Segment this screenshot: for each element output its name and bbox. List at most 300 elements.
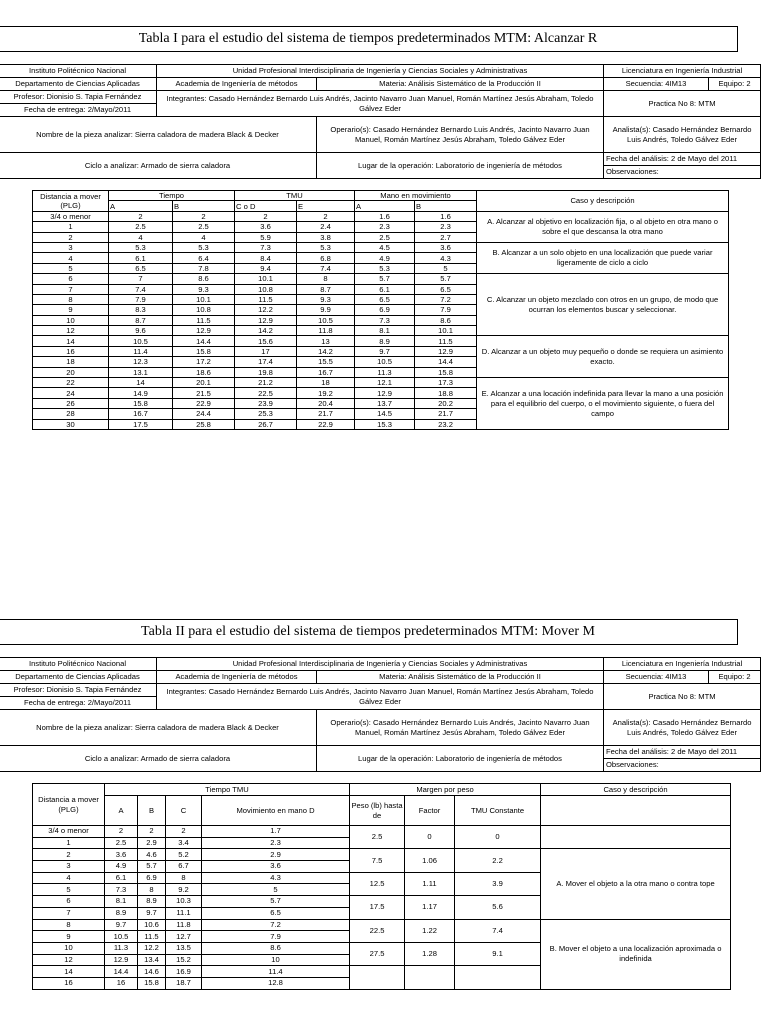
analysts: Analista(s): Casado Hernández Bernardo Luis Andrés, Toledo Gálvez Eder bbox=[604, 117, 761, 153]
value-cell: 5.7 bbox=[415, 274, 477, 284]
weight-cell: 22.5 bbox=[350, 919, 405, 942]
distance-cell: 5 bbox=[33, 263, 109, 273]
value-cell: 2.5 bbox=[173, 222, 235, 232]
value-cell: 6.9 bbox=[355, 305, 415, 315]
value-cell: 7.9 bbox=[415, 305, 477, 315]
department: Departamento de Ciencias Aplicadas bbox=[0, 671, 157, 684]
value-cell: 2.3 bbox=[415, 222, 477, 232]
team: Equipo: 2 bbox=[709, 671, 761, 684]
value-cell: 10.5 bbox=[297, 315, 355, 325]
sub-hand-d: Movimiento en mano D bbox=[202, 796, 350, 826]
value-cell: 20.2 bbox=[415, 398, 477, 408]
value-cell: 12.2 bbox=[138, 942, 166, 954]
institution: Instituto Politécnico Nacional bbox=[0, 658, 157, 671]
value-cell: 2.5 bbox=[105, 837, 138, 849]
col-weight-margin: Margen por peso bbox=[350, 784, 541, 796]
value-cell: 7.9 bbox=[109, 294, 173, 304]
sub-e: E bbox=[297, 201, 355, 211]
value-cell: 2 bbox=[235, 211, 297, 221]
distance-cell: 4 bbox=[33, 253, 109, 263]
case-empty bbox=[541, 796, 731, 826]
members: Integrantes: Casado Hernández Bernardo Luis Andrés, Jacinto Navarro Juan Manuel, Román Martínez Jesús Abraham, Toledo Gálvez Eder bbox=[157, 684, 604, 710]
value-cell: 21.5 bbox=[173, 388, 235, 398]
sub-b: B bbox=[138, 796, 166, 826]
members: Integrantes: Casado Hernández Bernardo Luis Andrés, Jacinto Navarro Juan Manuel, Román Martínez Jesús Abraham, Toledo Gálvez Eder bbox=[157, 91, 604, 117]
institution: Instituto Politécnico Nacional bbox=[0, 65, 157, 78]
value-cell: 7.2 bbox=[415, 294, 477, 304]
value-cell: 12.8 bbox=[202, 977, 350, 989]
value-cell: 12.1 bbox=[355, 378, 415, 388]
sequence: Secuencia: 4IM13 bbox=[604, 671, 709, 684]
degree: Licenciatura en Ingeniería Industrial bbox=[604, 65, 761, 78]
value-cell: 20.1 bbox=[173, 378, 235, 388]
value-cell: 17.3 bbox=[415, 378, 477, 388]
value-cell: 1.6 bbox=[415, 211, 477, 221]
value-cell: 18.6 bbox=[173, 367, 235, 377]
value-cell: 14.9 bbox=[109, 388, 173, 398]
distance-cell: 3/4 o menor bbox=[33, 826, 105, 838]
value-cell: 4.3 bbox=[415, 253, 477, 263]
value-cell: 3.6 bbox=[235, 222, 297, 232]
value-cell: 19.2 bbox=[297, 388, 355, 398]
value-cell: 22.9 bbox=[173, 398, 235, 408]
value-cell: 3.6 bbox=[202, 861, 350, 873]
value-cell: 15.5 bbox=[297, 357, 355, 367]
operation-place: Lugar de la operación: Laboratorio de ingeniería de métodos bbox=[317, 153, 604, 179]
value-cell: 2.3 bbox=[355, 222, 415, 232]
sub-factor: Factor bbox=[405, 796, 455, 826]
value-cell: 11.4 bbox=[109, 346, 173, 356]
value-cell: 2 bbox=[297, 211, 355, 221]
sub-c-or-d: C o D bbox=[235, 201, 297, 211]
practice: Practica No 8: MTM bbox=[604, 91, 761, 117]
factor-cell: 0 bbox=[405, 826, 455, 849]
value-cell: 6.1 bbox=[109, 253, 173, 263]
value-cell: 8.6 bbox=[173, 274, 235, 284]
value-cell: 4.5 bbox=[355, 242, 415, 252]
value-cell: 6.1 bbox=[355, 284, 415, 294]
distance-cell: 3 bbox=[33, 861, 105, 873]
value-cell: 12.9 bbox=[235, 315, 297, 325]
operators: Operario(s): Casado Hernández Bernardo Luis Andrés, Jacinto Navarro Juan Manuel, Román Martínez Jesús Abraham, Toledo Gálvez Eder bbox=[317, 117, 604, 153]
value-cell: 9.4 bbox=[235, 263, 297, 273]
distance-cell: 14 bbox=[33, 966, 105, 978]
distance-cell: 16 bbox=[33, 977, 105, 989]
value-cell: 25.8 bbox=[173, 419, 235, 429]
value-cell: 3.6 bbox=[105, 849, 138, 861]
value-cell: 6.4 bbox=[173, 253, 235, 263]
weight-cell: 7.5 bbox=[350, 849, 405, 872]
value-cell: 10.1 bbox=[235, 274, 297, 284]
value-cell: 11.1 bbox=[166, 907, 202, 919]
weight-cell: 27.5 bbox=[350, 942, 405, 965]
value-cell: 7.8 bbox=[173, 263, 235, 273]
value-cell: 8.1 bbox=[105, 896, 138, 908]
value-cell: 4 bbox=[173, 232, 235, 242]
value-cell: 5.7 bbox=[202, 896, 350, 908]
value-cell: 14.4 bbox=[173, 336, 235, 346]
sub-a: A bbox=[105, 796, 138, 826]
distance-cell: 6 bbox=[33, 896, 105, 908]
value-cell: 9.7 bbox=[105, 919, 138, 931]
professor: Profesor: Dionisio S. Tapia Fernández bbox=[0, 91, 157, 104]
constant-cell: 7.4 bbox=[455, 919, 541, 942]
operators: Operario(s): Casado Hernández Bernardo Luis Andrés, Jacinto Navarro Juan Manuel, Román Martínez Jesús Abraham, Toledo Gálvez Eder bbox=[317, 710, 604, 746]
value-cell: 11.3 bbox=[355, 367, 415, 377]
value-cell: 23.2 bbox=[415, 419, 477, 429]
value-cell: 4.6 bbox=[138, 849, 166, 861]
value-cell: 5.2 bbox=[166, 849, 202, 861]
constant-cell: 5.6 bbox=[455, 896, 541, 919]
distance-cell: 7 bbox=[33, 907, 105, 919]
value-cell: 3.6 bbox=[415, 242, 477, 252]
value-cell: 2.9 bbox=[138, 837, 166, 849]
value-cell: 8 bbox=[297, 274, 355, 284]
value-cell: 4.3 bbox=[202, 872, 350, 884]
value-cell: 5 bbox=[415, 263, 477, 273]
value-cell: 2.9 bbox=[202, 849, 350, 861]
table2-data bbox=[32, 783, 731, 990]
distance-cell: 3/4 o menor bbox=[33, 211, 109, 221]
value-cell: 3.4 bbox=[166, 837, 202, 849]
distance-cell: 16 bbox=[33, 346, 109, 356]
value-cell: 14.2 bbox=[297, 346, 355, 356]
delivery-date: Fecha de entrega: 2/Mayo/2011 bbox=[0, 104, 157, 117]
value-cell: 25.3 bbox=[235, 409, 297, 419]
distance-cell: 22 bbox=[33, 378, 109, 388]
value-cell: 6.5 bbox=[415, 284, 477, 294]
weight-cell: 2.5 bbox=[350, 826, 405, 849]
distance-cell: 18 bbox=[33, 357, 109, 367]
value-cell: 6.1 bbox=[105, 872, 138, 884]
value-cell: 15.2 bbox=[166, 954, 202, 966]
value-cell: 13.7 bbox=[355, 398, 415, 408]
value-cell: 2 bbox=[166, 826, 202, 838]
value-cell: 11.5 bbox=[138, 931, 166, 943]
col-time-tmu: Tiempo TMU bbox=[105, 784, 350, 796]
sub-b: B bbox=[173, 201, 235, 211]
value-cell: 17.2 bbox=[173, 357, 235, 367]
factor-cell: 1.06 bbox=[405, 849, 455, 872]
value-cell: 2.5 bbox=[355, 232, 415, 242]
value-cell: 1.6 bbox=[355, 211, 415, 221]
value-cell: 5.7 bbox=[355, 274, 415, 284]
cycle: Ciclo a analizar: Armado de sierra caladora bbox=[0, 153, 317, 179]
case-description: E. Alcanzar a una locación indefinida para llevar la mano a una posición para el equilibrio del cuerpo, o el movimiento siguiente, o fuera del campo bbox=[477, 378, 729, 430]
case-description: B. Alcanzar a un solo objeto en una localización que puede variar ligeramente de ciclo a ciclo bbox=[477, 242, 729, 273]
unit-name: Unidad Profesional Interdisciplinaria de Ingeniería y Ciencias Sociales y Administrativas bbox=[157, 658, 604, 671]
factor-cell: 1.28 bbox=[405, 942, 455, 965]
value-cell: 7 bbox=[109, 274, 173, 284]
value-cell: 2.3 bbox=[202, 837, 350, 849]
value-cell: 5.7 bbox=[138, 861, 166, 873]
academy: Academia de Ingeniería de métodos bbox=[157, 78, 317, 91]
sub-constant: TMU Constante bbox=[455, 796, 541, 826]
value-cell: 18.7 bbox=[166, 977, 202, 989]
sub-hand-a: A bbox=[355, 201, 415, 211]
value-cell: 10.6 bbox=[138, 919, 166, 931]
value-cell: 12.9 bbox=[105, 954, 138, 966]
value-cell: 2 bbox=[105, 826, 138, 838]
table-row bbox=[33, 242, 729, 252]
practice: Practica No 8: MTM bbox=[604, 684, 761, 710]
value-cell: 8.6 bbox=[415, 315, 477, 325]
distance-cell: 8 bbox=[33, 919, 105, 931]
factor-cell: 1.11 bbox=[405, 872, 455, 895]
value-cell: 5.9 bbox=[235, 232, 297, 242]
value-cell: 14.6 bbox=[138, 966, 166, 978]
value-cell: 6.5 bbox=[355, 294, 415, 304]
value-cell: 5.3 bbox=[297, 242, 355, 252]
subject: Materia: Análisis Sistemático de la Producción II bbox=[317, 78, 604, 91]
value-cell: 15.8 bbox=[109, 398, 173, 408]
subject: Materia: Análisis Sistemático de la Producción II bbox=[317, 671, 604, 684]
value-cell: 22.5 bbox=[235, 388, 297, 398]
distance-cell: 6 bbox=[33, 274, 109, 284]
degree: Licenciatura en Ingeniería Industrial bbox=[604, 658, 761, 671]
value-cell: 5.3 bbox=[355, 263, 415, 273]
col-distance: Distancia a mover (PLG) bbox=[33, 784, 105, 826]
value-cell: 15.8 bbox=[415, 367, 477, 377]
distance-cell: 9 bbox=[33, 931, 105, 943]
value-cell: 10.5 bbox=[355, 357, 415, 367]
value-cell: 9.7 bbox=[355, 346, 415, 356]
distance-cell: 5 bbox=[33, 884, 105, 896]
observations: Observaciones: bbox=[604, 759, 761, 772]
sub-weight: Peso (lb) hasta de bbox=[350, 796, 405, 826]
value-cell: 9.7 bbox=[138, 907, 166, 919]
value-cell: 2 bbox=[138, 826, 166, 838]
distance-cell: 12 bbox=[33, 954, 105, 966]
value-cell: 21.7 bbox=[297, 409, 355, 419]
piece-name: Nombre de la pieza analizar: Sierra caladora de madera Black & Decker bbox=[0, 710, 317, 746]
value-cell: 21.7 bbox=[415, 409, 477, 419]
sequence: Secuencia: 4IM13 bbox=[604, 78, 709, 91]
distance-cell: 30 bbox=[33, 419, 109, 429]
value-cell: 16.7 bbox=[109, 409, 173, 419]
value-cell: 14.4 bbox=[105, 966, 138, 978]
value-cell: 16.7 bbox=[297, 367, 355, 377]
col-case: Caso y descripción bbox=[541, 784, 731, 796]
table-row bbox=[33, 826, 731, 838]
value-cell: 7.4 bbox=[297, 263, 355, 273]
case-description: D. Alcanzar a un objeto muy pequeño o donde se requiera un asimiento exacto. bbox=[477, 336, 729, 378]
value-cell: 5.3 bbox=[109, 242, 173, 252]
distance-cell: 24 bbox=[33, 388, 109, 398]
distance-cell: 2 bbox=[33, 849, 105, 861]
value-cell: 6.5 bbox=[109, 263, 173, 273]
value-cell: 9.2 bbox=[166, 884, 202, 896]
value-cell: 4.9 bbox=[355, 253, 415, 263]
professor: Profesor: Dionisio S. Tapia Fernández bbox=[0, 684, 157, 697]
value-cell: 10.5 bbox=[105, 931, 138, 943]
distance-cell: 1 bbox=[33, 837, 105, 849]
case-description: C. Alcanzar un objeto mezclado con otros en un grupo, de modo que ocurran los elementos buscar y seleccionar. bbox=[477, 274, 729, 336]
unit-name: Unidad Profesional Interdisciplinaria de Ingeniería y Ciencias Sociales y Administrativas bbox=[157, 65, 604, 78]
col-case: Caso y descripción bbox=[477, 191, 729, 212]
value-cell: 5.3 bbox=[173, 242, 235, 252]
table-row bbox=[33, 336, 729, 346]
value-cell: 2.4 bbox=[297, 222, 355, 232]
value-cell: 2.7 bbox=[415, 232, 477, 242]
value-cell: 8.9 bbox=[355, 336, 415, 346]
value-cell: 11.5 bbox=[415, 336, 477, 346]
academy: Academia de Ingeniería de métodos bbox=[157, 671, 317, 684]
factor-cell: 1.22 bbox=[405, 919, 455, 942]
factor-cell bbox=[405, 966, 455, 989]
value-cell: 12.9 bbox=[355, 388, 415, 398]
table1-header bbox=[0, 64, 761, 179]
distance-cell: 14 bbox=[33, 336, 109, 346]
value-cell: 12.9 bbox=[173, 326, 235, 336]
col-distance: Distancia a mover (PLG) bbox=[33, 191, 109, 212]
value-cell: 10.1 bbox=[415, 326, 477, 336]
sub-a: A bbox=[109, 201, 173, 211]
distance-cell: 28 bbox=[33, 409, 109, 419]
value-cell: 8.9 bbox=[138, 896, 166, 908]
factor-cell: 1.17 bbox=[405, 896, 455, 919]
value-cell: 14.4 bbox=[415, 357, 477, 367]
constant-cell: 3.9 bbox=[455, 872, 541, 895]
constant-cell bbox=[455, 966, 541, 989]
value-cell: 13.4 bbox=[138, 954, 166, 966]
operation-place: Lugar de la operación: Laboratorio de ingeniería de métodos bbox=[317, 746, 604, 772]
table-row bbox=[33, 211, 729, 221]
value-cell: 13.1 bbox=[109, 367, 173, 377]
value-cell: 2 bbox=[109, 211, 173, 221]
value-cell: 18 bbox=[297, 378, 355, 388]
value-cell: 11.4 bbox=[202, 966, 350, 978]
value-cell: 7.3 bbox=[105, 884, 138, 896]
value-cell: 11.5 bbox=[235, 294, 297, 304]
value-cell: 4.9 bbox=[105, 861, 138, 873]
value-cell: 12.2 bbox=[235, 305, 297, 315]
value-cell: 14.2 bbox=[235, 326, 297, 336]
value-cell: 8 bbox=[166, 872, 202, 884]
sub-hand-b: B bbox=[415, 201, 477, 211]
value-cell: 15.8 bbox=[138, 977, 166, 989]
value-cell: 14 bbox=[109, 378, 173, 388]
value-cell: 8.9 bbox=[105, 907, 138, 919]
piece-name: Nombre de la pieza analizar: Sierra caladora de madera Black & Decker bbox=[0, 117, 317, 153]
distance-cell: 4 bbox=[33, 872, 105, 884]
value-cell: 8.6 bbox=[202, 942, 350, 954]
table-row bbox=[33, 274, 729, 284]
table-row bbox=[33, 849, 731, 861]
value-cell: 8.7 bbox=[109, 315, 173, 325]
value-cell: 3.8 bbox=[297, 232, 355, 242]
constant-cell: 2.2 bbox=[455, 849, 541, 872]
value-cell: 9.3 bbox=[173, 284, 235, 294]
table-row bbox=[33, 919, 731, 931]
case-description: A. Alcanzar al objetivo en localización fija, o al objeto en otra mano o sobre el que descansa la otra mano bbox=[477, 211, 729, 242]
value-cell: 9.6 bbox=[109, 326, 173, 336]
value-cell: 9.3 bbox=[297, 294, 355, 304]
value-cell: 11.3 bbox=[105, 942, 138, 954]
value-cell: 6.5 bbox=[202, 907, 350, 919]
cycle: Ciclo a analizar: Armado de sierra caladora bbox=[0, 746, 317, 772]
analysis-date: Fecha del análisis: 2 de Mayo del 2011 bbox=[604, 746, 761, 759]
case-description: B. Mover el objeto a una localización aproximada o indefinida bbox=[541, 919, 731, 989]
table2-title: Tabla II para el estudio del sistema de tiempos predeterminados MTM: Mover M bbox=[0, 619, 738, 645]
value-cell: 14.5 bbox=[355, 409, 415, 419]
constant-cell: 9.1 bbox=[455, 942, 541, 965]
col-time: Tiempo bbox=[109, 191, 235, 201]
distance-cell: 20 bbox=[33, 367, 109, 377]
value-cell: 18.8 bbox=[415, 388, 477, 398]
sub-c: C bbox=[166, 796, 202, 826]
table2-header bbox=[0, 657, 761, 772]
value-cell: 6.7 bbox=[166, 861, 202, 873]
department: Departamento de Ciencias Aplicadas bbox=[0, 78, 157, 91]
value-cell: 7.4 bbox=[109, 284, 173, 294]
weight-cell bbox=[350, 966, 405, 989]
value-cell: 7.3 bbox=[355, 315, 415, 325]
value-cell: 20.4 bbox=[297, 398, 355, 408]
value-cell: 11.8 bbox=[166, 919, 202, 931]
value-cell: 15.8 bbox=[173, 346, 235, 356]
analysts: Analista(s): Casado Hernández Bernardo Luis Andrés, Toledo Gálvez Eder bbox=[604, 710, 761, 746]
value-cell: 8.3 bbox=[109, 305, 173, 315]
value-cell: 11.5 bbox=[173, 315, 235, 325]
value-cell: 22.9 bbox=[297, 419, 355, 429]
value-cell: 10.3 bbox=[166, 896, 202, 908]
distance-cell: 1 bbox=[33, 222, 109, 232]
value-cell: 7.3 bbox=[235, 242, 297, 252]
value-cell: 17.5 bbox=[109, 419, 173, 429]
distance-cell: 10 bbox=[33, 315, 109, 325]
value-cell: 6.8 bbox=[297, 253, 355, 263]
distance-cell: 26 bbox=[33, 398, 109, 408]
value-cell: 2 bbox=[173, 211, 235, 221]
value-cell: 8.4 bbox=[235, 253, 297, 263]
distance-cell: 3 bbox=[33, 242, 109, 252]
value-cell: 13.5 bbox=[166, 942, 202, 954]
distance-cell: 9 bbox=[33, 305, 109, 315]
value-cell: 24.4 bbox=[173, 409, 235, 419]
value-cell: 10.1 bbox=[173, 294, 235, 304]
case-empty bbox=[541, 826, 731, 849]
distance-cell: 10 bbox=[33, 942, 105, 954]
distance-cell: 8 bbox=[33, 294, 109, 304]
value-cell: 12.9 bbox=[415, 346, 477, 356]
value-cell: 1.7 bbox=[202, 826, 350, 838]
value-cell: 8.7 bbox=[297, 284, 355, 294]
value-cell: 10.5 bbox=[109, 336, 173, 346]
value-cell: 16 bbox=[105, 977, 138, 989]
weight-cell: 12.5 bbox=[350, 872, 405, 895]
value-cell: 11.8 bbox=[297, 326, 355, 336]
value-cell: 7.9 bbox=[202, 931, 350, 943]
value-cell: 17 bbox=[235, 346, 297, 356]
value-cell: 8.1 bbox=[355, 326, 415, 336]
distance-cell: 2 bbox=[33, 232, 109, 242]
value-cell: 23.9 bbox=[235, 398, 297, 408]
observations: Observaciones: bbox=[604, 166, 761, 179]
analysis-date: Fecha del análisis: 2 de Mayo del 2011 bbox=[604, 153, 761, 166]
col-hand-motion: Mano en movimiento bbox=[355, 191, 477, 201]
value-cell: 2.5 bbox=[109, 222, 173, 232]
value-cell: 10.8 bbox=[235, 284, 297, 294]
value-cell: 5 bbox=[202, 884, 350, 896]
value-cell: 13 bbox=[297, 336, 355, 346]
value-cell: 8 bbox=[138, 884, 166, 896]
weight-cell: 17.5 bbox=[350, 896, 405, 919]
value-cell: 26.7 bbox=[235, 419, 297, 429]
value-cell: 10.8 bbox=[173, 305, 235, 315]
constant-cell: 0 bbox=[455, 826, 541, 849]
case-description: A. Mover el objeto a la otra mano o contra tope bbox=[541, 849, 731, 919]
